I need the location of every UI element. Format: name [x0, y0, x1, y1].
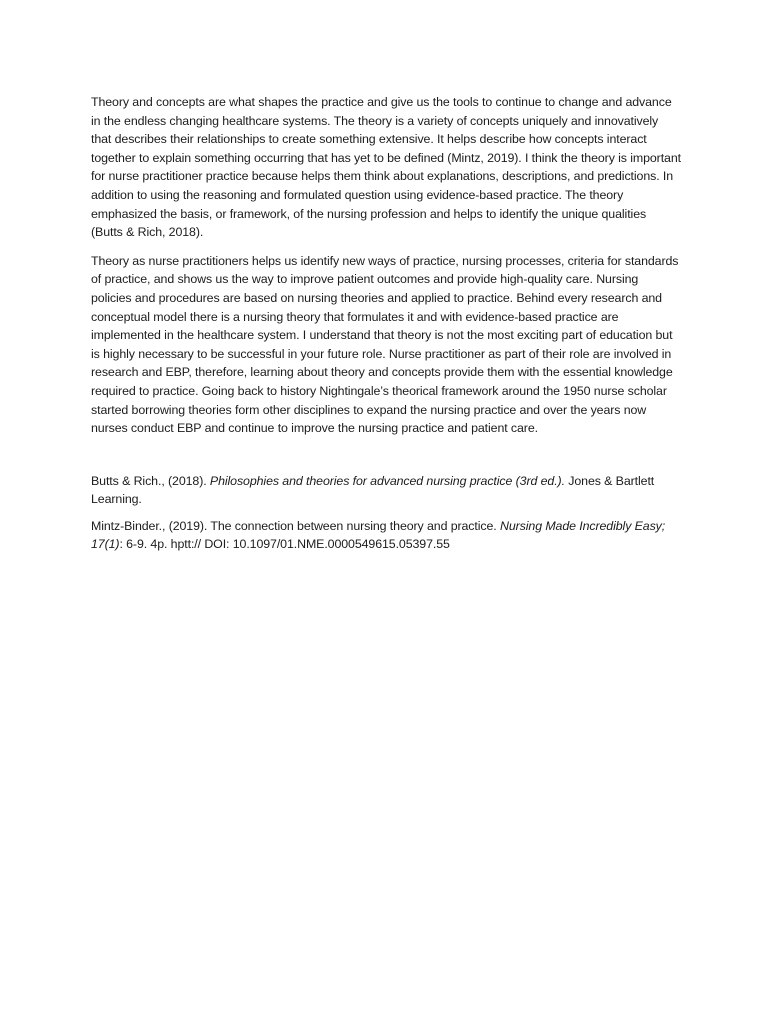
reference-butts-rich	[91, 472, 681, 509]
reference-doi: : 6-9. 4p. hptt:// DOI: 10.1097/01.NME.0000549615.05397.55	[119, 537, 450, 552]
reference-journal: Nursing Made Incredibly Easy; 17(1)	[91, 518, 666, 552]
reference-lead: Mintz-Binder., (2019). The connection between nursing theory and practice.	[91, 518, 500, 533]
reference-publisher: Jones & Bartlett Learning.	[91, 473, 655, 507]
reference-book-title: Philosophies and theories for advanced nursing practice (3rd ed.).	[209, 473, 565, 488]
reference-lead: Butts & Rich., (2018).	[91, 473, 210, 488]
paragraph-1: Theory and concepts are what shapes the practice and give us the tools to continue to change and advance in the endless changing healthcare systems. The theory is a variety of concepts uniquely and innovatively that describes their relationships to create something extensive. It helps describe how concepts interact together to explain something occurring that has yet to be defined (Mintz, 2019). I think the theory is important for nurse practitioner practice because helps them think about explanations, descriptions, and predictions. In addition to using the reasoning and formulated question using evidence-based practice. The theory emphasized the basis, or framework, of the nursing profession and helps to identify the unique qualities (Butts & Rich, 2018).	[91, 95, 681, 240]
paragraph-2: Theory as nurse practitioners helps us identify new ways of practice, nursing processes, criteria for standards of practice, and shows us the way to improve patient outcomes and provide high-quality care. Nursing policies and procedures are based on nursing theories and applied to practice. Behind every research and conceptual model there is a nursing theory that formulates it and with evidence-based practice are implemented in the healthcare system. I understand that theory is not the most exciting part of education but is highly necessary to be successful in your future role. Nurse practitioner as part of their role are involved in research and EBP, therefore, learning about theory and concepts provide them with the essential knowledge required to practice. Going back to history Nightingale’s theorical framework around the 1950 nurse scholar started borrowing theories form other disciplines to expand the nursing practice and over the years now nurses conduct EBP and continue to improve the nursing practice and patient care.	[91, 253, 679, 436]
document-body	[91, 93, 681, 554]
reference-mintz-binder	[91, 517, 681, 554]
